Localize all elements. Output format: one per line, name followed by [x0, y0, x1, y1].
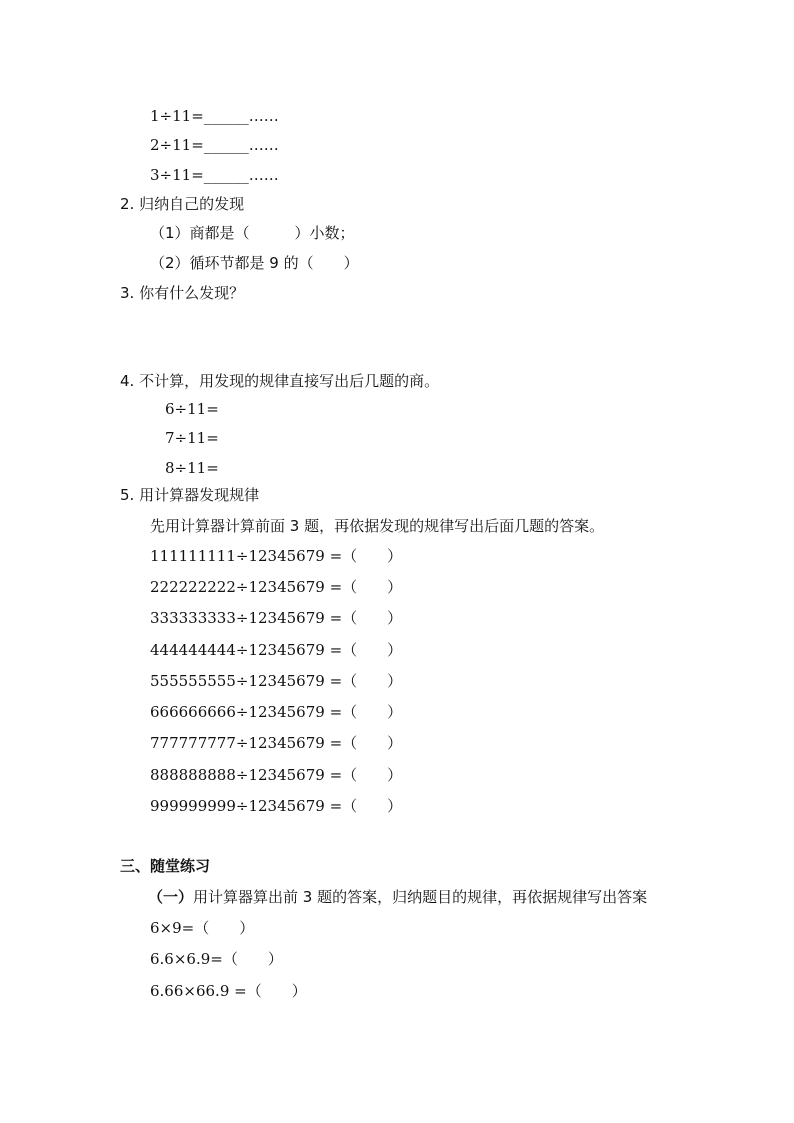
question-2-title: 2. 归纳自己的发现 — [120, 195, 245, 213]
question-5-item-2: 222222222÷12345679 =（ ） — [150, 578, 403, 596]
division-line-3: 3÷11=______…… — [150, 166, 279, 184]
question-5-item-4: 444444444÷12345679 =（ ） — [150, 641, 403, 659]
section-3-part-1-label: （一） — [148, 888, 194, 906]
question-5-item-8: 888888888÷12345679 =（ ） — [150, 766, 403, 784]
question-5-item-1: 111111111÷12345679 =（ ） — [150, 547, 403, 565]
question-5-item-9: 999999999÷12345679 =（ ） — [150, 797, 403, 815]
question-4-item-1: 6÷11= — [165, 400, 219, 418]
question-5-item-6: 666666666÷12345679 =（ ） — [150, 703, 403, 721]
question-5-title: 5. 用计算器发现规律 — [120, 486, 260, 504]
question-5-item-5: 555555555÷12345679 =（ ） — [150, 672, 403, 690]
section-3-part-1 — [148, 887, 647, 907]
section-3-part-1-text: 用计算器算出前 3 题的答案，归纳题目的规律，再依据规律写出答案 — [193, 888, 648, 906]
question-5-item-3: 333333333÷12345679 =（ ） — [150, 609, 403, 627]
question-2-item-1: （1）商都是（ ）小数； — [150, 224, 355, 242]
question-2-item-2: （2）循环节都是 9 的（ ） — [150, 254, 359, 272]
question-4-item-2: 7÷11= — [165, 429, 219, 447]
section-3-item-2: 6.6×6.9=（ ） — [150, 950, 283, 968]
section-3-item-3: 6.66×66.9 =（ ） — [150, 982, 307, 1000]
section-3-item-1: 6×9=（ ） — [150, 919, 255, 937]
question-5-instruction: 先用计算器计算前面 3 题，再依据发现的规律写出后面几题的答案。 — [150, 517, 605, 535]
question-4-item-3: 8÷11= — [165, 459, 219, 477]
section-3-title: 三、随堂练习 — [120, 857, 211, 875]
question-4-title: 4. 不计算，用发现的规律直接写出后几题的商。 — [120, 372, 440, 390]
division-line-2: 2÷11=______…… — [150, 136, 279, 154]
question-5-item-7: 777777777÷12345679 =（ ） — [150, 734, 403, 752]
division-line-1: 1÷11=______…… — [150, 107, 279, 125]
question-3-title: 3. 你有什么发现？ — [120, 284, 245, 302]
